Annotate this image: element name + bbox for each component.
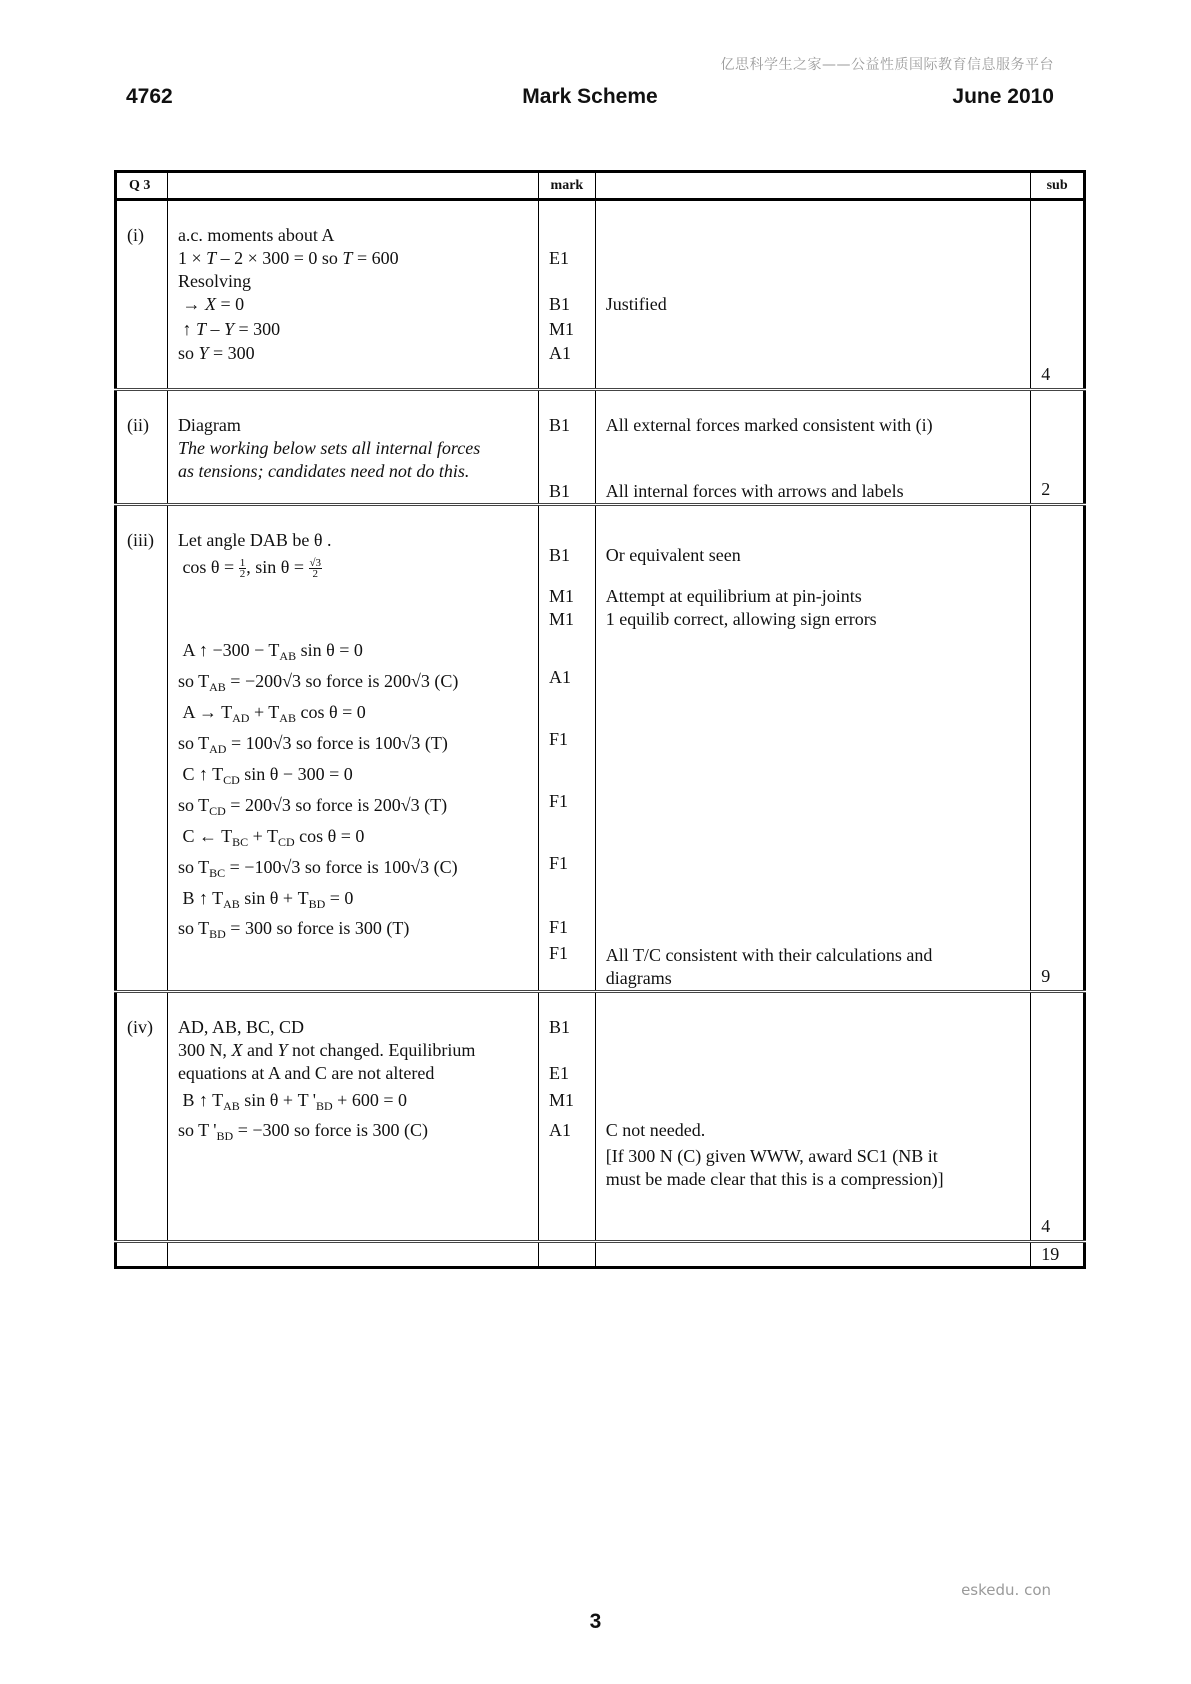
note-text: All T/C consistent with their calculations and <box>605 945 933 965</box>
mark-value: A1 <box>548 343 571 363</box>
working-line: The working below sets all internal forces <box>177 438 481 458</box>
grand-total: 19 <box>1031 1242 1085 1268</box>
notes-cell <box>595 505 1030 992</box>
page-header <box>126 85 1054 115</box>
working-line: as tensions; candidates need not do this. <box>177 461 470 481</box>
notes-cell <box>595 390 1030 505</box>
mark-value: F1 <box>548 853 568 873</box>
working-line: Diagram <box>177 415 241 435</box>
note-text: C not needed. <box>605 1120 706 1140</box>
mark-cell <box>538 505 595 992</box>
fraction: $\frac{√3}{2}$ <box>309 557 322 581</box>
equation-line: C ← $T_{BC} + T_{CD}$ cos θ = 0 <box>182 826 365 849</box>
fraction: $\frac{1}{2}$ <box>239 557 246 581</box>
equation-line: B ↑ $T_{AB}$ $\sin \theta + T_{BD} = 0$ <box>182 888 354 911</box>
mark-cell <box>538 390 595 505</box>
mark-value: F1 <box>548 791 568 811</box>
sub-total: 2 <box>1041 479 1051 499</box>
part-row-ii <box>116 390 1085 505</box>
total-empty <box>538 1242 595 1268</box>
working-cell <box>167 390 538 505</box>
part-row-iii <box>116 505 1085 992</box>
equation-line: so $T_{CD} = 200√3$ so force is 200√3 (T) <box>177 795 448 818</box>
header-notes <box>595 172 1030 200</box>
note-text: Justified <box>605 294 667 314</box>
mark-value: M1 <box>548 586 574 606</box>
working-line: a.c. moments about A <box>177 225 335 245</box>
part-row-iv <box>116 992 1085 1242</box>
equation-line: so $T_{BC} = -100√3$ so force is 100√3 (C) <box>177 857 458 880</box>
working-line: → X = 0 <box>177 294 245 314</box>
sub-cell <box>1031 200 1085 390</box>
equation-line: C ↑ $T_{CD}$ sin θ − 300 = 0 <box>182 764 353 787</box>
header-question: Q 3 <box>116 172 168 200</box>
note-text: must be made clear that this is a compression)] <box>605 1169 944 1189</box>
mark-scheme-table <box>114 170 1086 1269</box>
mark-value <box>549 224 585 247</box>
working-cell <box>167 505 538 992</box>
mark-value: F1 <box>548 943 568 963</box>
mark-value: B1 <box>548 294 570 314</box>
working-cell <box>167 992 538 1242</box>
note-text: All external forces marked consistent with (i) <box>605 415 933 435</box>
total-empty <box>116 1242 168 1268</box>
working-line: ↑ T – Y = 300 <box>177 319 281 339</box>
mark-value: A1 <box>548 667 571 687</box>
watermark-top: 亿思科学生之家——公益性质国际教育信息服务平台 <box>720 57 1054 73</box>
working-cell <box>167 200 538 390</box>
equation-line: B ↑ $T_{AB}$ sin θ + T '$_{BD} + 600 = 0$ <box>182 1090 407 1113</box>
sub-total: 4 <box>1041 1216 1051 1236</box>
mark-value: B1 <box>548 415 570 435</box>
note-text: All internal forces with arrows and labels <box>605 481 904 501</box>
mark-cell <box>538 200 595 390</box>
mark-value: F1 <box>548 917 568 937</box>
working-line: Let angle DAB be θ . <box>177 530 332 550</box>
sub-cell <box>1031 390 1085 505</box>
working-line: AD, AB, BC, CD <box>177 1017 304 1037</box>
paper-code: 4762 <box>126 85 173 108</box>
sub-cell <box>1031 505 1085 992</box>
equation-line: so $T_{AD} = 100√3$ so force is 100√3 (T) <box>177 733 448 756</box>
header-sub: sub <box>1031 172 1085 200</box>
page-number: 3 <box>589 1610 602 1633</box>
page-title: Mark Scheme <box>522 85 658 108</box>
equation-line: A ↑ $-300 - T_{AB}$ sin θ = 0 <box>182 640 363 663</box>
sub-cell <box>1031 992 1085 1242</box>
equation-line: so $T_{BD} = 300$ so force is 300 (T) <box>177 918 410 941</box>
notes-cell <box>595 992 1030 1242</box>
mark-value: E1 <box>548 1063 569 1083</box>
part-label: (iii) <box>116 505 168 992</box>
part-label: (ii) <box>116 390 168 505</box>
mark-value: E1 <box>548 248 569 268</box>
equation-line: $A \to T_{AD} + T_{AB}$ cos θ = 0 <box>182 702 366 725</box>
working-line: 1 × T – 2 × 300 = 0 so T = 600 <box>177 248 399 268</box>
mark-value: B1 <box>548 481 570 501</box>
total-empty <box>167 1242 538 1268</box>
header-working <box>167 172 538 200</box>
note-text: 1 equilib correct, allowing sign errors <box>605 609 877 629</box>
table-header-row <box>116 172 1085 200</box>
mark-value: M1 <box>548 319 574 339</box>
working-line: Resolving <box>177 271 251 291</box>
working-line: equations at A and C are not altered <box>177 1063 435 1083</box>
mark-value: F1 <box>548 729 568 749</box>
sub-total: 4 <box>1041 364 1051 384</box>
mark-value: M1 <box>548 609 574 629</box>
working-line: so Y = 300 <box>177 343 255 363</box>
note-text: [If 300 N (C) given WWW, award SC1 (NB it <box>605 1146 938 1166</box>
mark-value: B1 <box>548 545 570 565</box>
part-row-i <box>116 200 1085 390</box>
mark-value: A1 <box>548 1120 571 1140</box>
note-text: Attempt at equilibrium at pin-joints <box>605 586 862 606</box>
notes-cell <box>595 200 1030 390</box>
total-row <box>116 1242 1085 1268</box>
working-line: 300 N, X and Y not changed. Equilibrium <box>177 1040 476 1060</box>
equation-line: so T '$_{BD} = -300$ so force is 300 (C) <box>177 1120 428 1143</box>
mark-value: M1 <box>548 1090 574 1110</box>
trig-ratios: cos θ = $\frac{1}{2}$ , sin θ = $\frac{√3}{2}$ <box>182 557 322 581</box>
watermark-bottom: eskedu. con <box>961 1581 1051 1599</box>
mark-value <box>549 270 585 293</box>
sub-total: 9 <box>1041 966 1051 986</box>
total-empty <box>595 1242 1030 1268</box>
header-mark: mark <box>538 172 595 200</box>
note-text: Or equivalent seen <box>605 545 741 565</box>
mark-cell <box>538 992 595 1242</box>
mark-value: B1 <box>548 1017 570 1037</box>
exam-date: June 2010 <box>952 85 1054 108</box>
note-text: diagrams <box>605 968 672 988</box>
equation-line: so $T_{AB} = -200√3$ so force is 200√3 (C) <box>177 671 459 694</box>
part-label: (iv) <box>116 992 168 1242</box>
part-label: (i) <box>116 200 168 390</box>
